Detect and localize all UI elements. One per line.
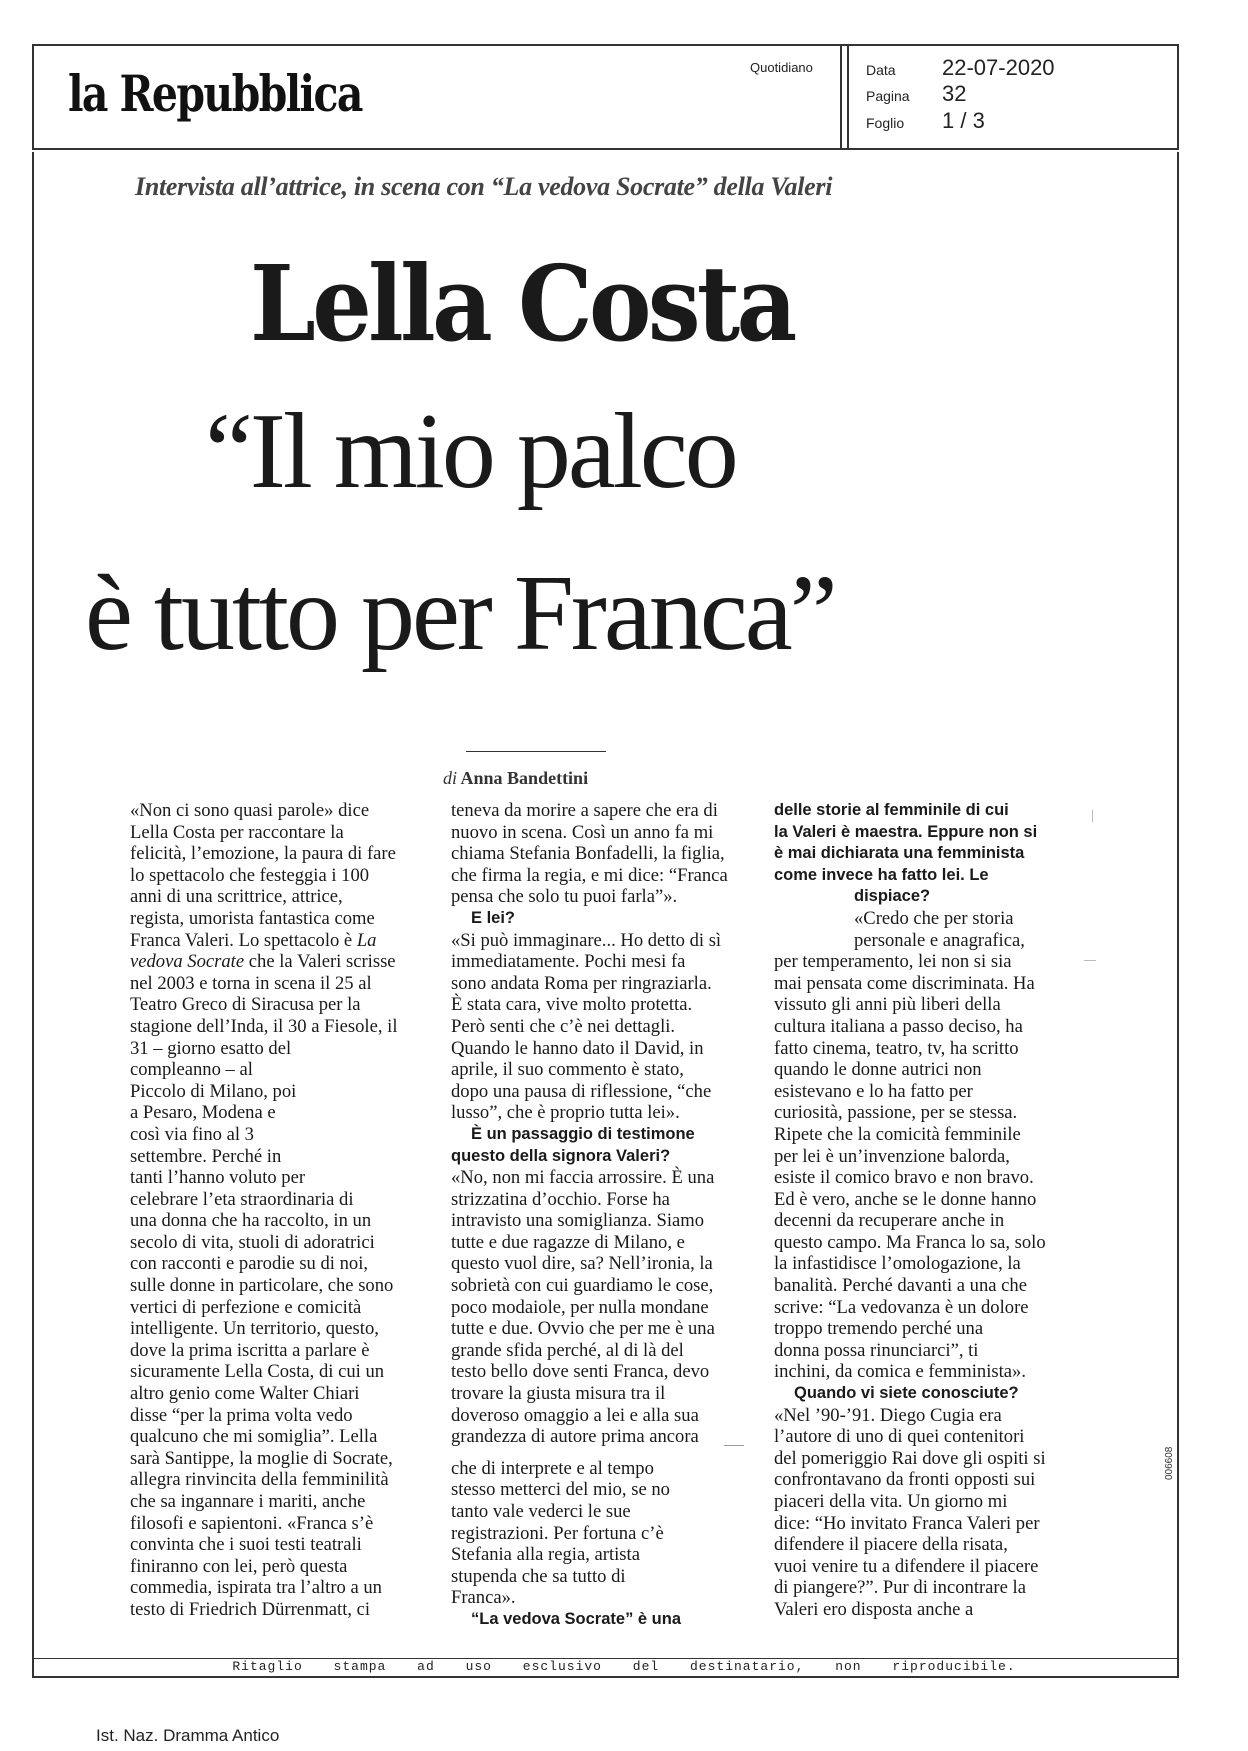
text-span: Franca Valeri. Lo spettacolo è bbox=[130, 929, 353, 951]
text-line: nuovo in scena. Così un anno fa mi bbox=[451, 821, 714, 843]
text-line: «Nel ’90-’91. Diego Cugia era bbox=[774, 1404, 1002, 1426]
text-line: personale e anagrafica, bbox=[854, 929, 1025, 951]
text-line: pensa che solo tu puoi farla”». bbox=[451, 886, 678, 908]
text-line: tanti l’hanno voluto per bbox=[130, 1167, 306, 1189]
text-line: vertici di perfezione e comicità bbox=[130, 1296, 362, 1318]
header-divider bbox=[840, 46, 842, 148]
text-line: tanto vale vederci le sue bbox=[451, 1501, 631, 1522]
text-line: banalità. Perché davanti a una che bbox=[774, 1275, 1027, 1297]
text-line: «No, non mi faccia arrossire. È una bbox=[451, 1167, 715, 1189]
play-title-italic: vedova Socrate bbox=[130, 951, 245, 973]
text-line: questo vuol dire, sa? Nell’ironia, la bbox=[451, 1253, 713, 1275]
text-line: di piangere?”. Pur di incontrare la bbox=[774, 1577, 1026, 1599]
text-line: a Pesaro, Modena e bbox=[130, 1102, 276, 1124]
text-line: intravisto una somiglianza. Siamo bbox=[451, 1210, 705, 1232]
text-line: inchini, da comica e femminista». bbox=[774, 1361, 1026, 1383]
text-line: stesso metterci del mio, se no bbox=[451, 1479, 670, 1501]
text-line: piaceri della vita. Un giorno mi bbox=[774, 1491, 1008, 1512]
interview-question: è mai dichiarata una femminista bbox=[774, 844, 1025, 863]
text-line: una donna che ha raccolto, in un bbox=[130, 1210, 372, 1232]
interview-question: la Valeri è maestra. Eppure non si bbox=[774, 822, 1038, 841]
text-line: Ripete che la comicità femminile bbox=[774, 1123, 1021, 1145]
text-line: Quando le hanno dato il David, in bbox=[451, 1037, 704, 1059]
text-line: Ed è vero, anche se le donne hanno bbox=[774, 1188, 1037, 1210]
text-line: stagione dell’Inda, il 30 a Fiesole, il bbox=[130, 1015, 398, 1037]
text-line: fatto cinema, teatro, tv, ha scritto bbox=[774, 1037, 1019, 1059]
text-line: questo campo. Ma Franca lo sa, solo bbox=[774, 1231, 1046, 1253]
text-line: vuoi venire tu a difendere il piacere bbox=[774, 1555, 1039, 1577]
text-line: per lei è un’invenzione balorda, bbox=[774, 1145, 1010, 1167]
text-line: 31 – giorno esatto del bbox=[130, 1037, 292, 1059]
text-line: curiosità, passione, per se stessa. bbox=[774, 1102, 1018, 1124]
text-line: regista, umorista fantastica come bbox=[130, 907, 375, 929]
text-line: celebrare l’eta straordinaria di bbox=[130, 1188, 354, 1210]
document-header bbox=[32, 44, 1179, 150]
text-line: strizzatina d’occhio. Forse ha bbox=[451, 1188, 670, 1210]
text-line: mai pensata come discriminata. Ha bbox=[774, 972, 1035, 994]
text-line: difendere il piacere della risata, bbox=[774, 1534, 1008, 1556]
interview-question: dispiace? bbox=[854, 887, 931, 906]
text-line: intelligente. Un territorio, questo, bbox=[130, 1318, 379, 1340]
text-line: sarà Santippe, la moglie di Socrate, bbox=[130, 1447, 393, 1469]
text-line: che firma la regia, e mi dice: “Franca bbox=[451, 864, 728, 886]
interview-question: Quando vi siete conosciute? bbox=[794, 1384, 1019, 1403]
text-line: donna possa rinunciarci”, ti bbox=[774, 1339, 979, 1361]
text-line: immediatamente. Pochi mesi fa bbox=[451, 951, 686, 973]
interview-question: delle storie al femminile di cui bbox=[774, 801, 1009, 819]
text-span: che la Valeri scrisse bbox=[248, 951, 396, 973]
text-line: per temperamento, lei non si sia bbox=[774, 951, 1012, 973]
interview-question: E lei? bbox=[471, 908, 516, 927]
text-line: nel 2003 e torna in scena il 25 al bbox=[130, 972, 372, 994]
text-line: che sa ingannare i mariti, anche bbox=[130, 1491, 366, 1512]
byline-rule bbox=[466, 751, 606, 752]
text-line: altro genio come Walter Chiari bbox=[130, 1383, 360, 1405]
text-line: testo bello dove senti Franca, devo bbox=[451, 1361, 710, 1383]
date-label: Data bbox=[866, 62, 896, 78]
page-value: 32 bbox=[942, 81, 967, 106]
text-line: «Non ci sono quasi parole» dice bbox=[130, 800, 370, 821]
article-subhead-line-2: è tutto per Franca” bbox=[85, 554, 835, 673]
text-line: così via fino al 3 bbox=[130, 1123, 254, 1145]
text-line: testo di Friedrich Dürrenmatt, ci bbox=[130, 1598, 371, 1620]
source-label: Ist. Naz. Dramma Antico bbox=[96, 1726, 280, 1745]
article-kicker: Intervista all’attrice, in scena con “La vedova Socrate” della Valeri bbox=[135, 172, 833, 201]
text-line: dove la prima iscritta a parlare è bbox=[130, 1339, 370, 1361]
text-line: Lella Costa per raccontare la bbox=[130, 821, 344, 843]
text-line: lo spettacolo che festeggia i 100 bbox=[130, 864, 370, 886]
text-line: doveroso omaggio a lei e alla sua bbox=[451, 1404, 699, 1426]
column-end-mark bbox=[724, 1445, 744, 1446]
text-line bbox=[130, 951, 398, 973]
play-title-italic: La bbox=[356, 929, 377, 951]
text-line: settembre. Perché in bbox=[130, 1145, 282, 1167]
text-line: finiranno con lei, però questa bbox=[130, 1555, 348, 1577]
text-line: esiste il comico bravo e non bravo. bbox=[774, 1167, 1034, 1189]
text-line: tutte e due. Ovvio che per me è una bbox=[451, 1318, 715, 1340]
text-line: scrive: “La vedovanza è un dolore bbox=[774, 1296, 1029, 1318]
text-line: Valeri ero disposta anche a bbox=[774, 1598, 974, 1620]
scan-mark bbox=[1084, 960, 1096, 961]
byline-author: Anna Bandettini bbox=[460, 768, 589, 788]
reproduction-notice: Ritaglio stampa ad uso esclusivo del destinatario, non riproducibile. bbox=[232, 1659, 1016, 1674]
scan-mark bbox=[1092, 810, 1095, 822]
text-line: disse “per la prima volta vedo bbox=[130, 1404, 353, 1426]
text-line: vissuto gli anni più liberi della bbox=[774, 994, 1001, 1016]
text-line: la infastidisce l’omologazione, la bbox=[774, 1253, 1021, 1275]
text-line: cultura italiana a passo deciso, ha bbox=[774, 1015, 1023, 1037]
text-line: poco modaiole, per nulla mondane bbox=[451, 1296, 709, 1318]
sheet-value: 1 / 3 bbox=[942, 108, 985, 133]
text-line: teneva da morire a sapere che era di bbox=[451, 800, 718, 821]
text-line: decenni da recuperare anche in bbox=[774, 1210, 1005, 1232]
text-line: tutte e due ragazze di Milano, e bbox=[451, 1231, 685, 1253]
text-line: troppo tremendo perché una bbox=[774, 1318, 984, 1340]
article-column-2 bbox=[451, 800, 728, 1631]
article-subhead-line-1: “Il mio palco bbox=[205, 392, 736, 511]
text-line: confrontavano da fronti opposti sui bbox=[774, 1469, 1036, 1491]
sheet-label: Foglio bbox=[866, 115, 905, 131]
text-line bbox=[130, 930, 398, 952]
text-line: compleanno – al bbox=[130, 1059, 253, 1081]
text-line: Teatro Greco di Siracusa per la bbox=[130, 994, 361, 1016]
text-line: stupenda che sa tutto di bbox=[451, 1565, 626, 1587]
interview-question: questo della signora Valeri? bbox=[451, 1146, 671, 1165]
newspaper-masthead: la Repubblica bbox=[68, 64, 362, 123]
text-line: dopo una pausa di riflessione, “che bbox=[451, 1080, 712, 1102]
text-line: «Credo che per storia bbox=[854, 907, 1014, 929]
text-line: aprile, il suo commento è stato, bbox=[451, 1059, 684, 1081]
text-line: lusso”, che è proprio tutta lei». bbox=[451, 1102, 680, 1124]
article-column-3 bbox=[774, 800, 1046, 1621]
text-line: grande sfida perché, al di là del bbox=[451, 1339, 684, 1361]
text-line: anni di una scrittrice, attrice, bbox=[130, 886, 343, 908]
article-column-1 bbox=[130, 800, 398, 1621]
text-line: Piccolo di Milano, poi bbox=[130, 1080, 297, 1102]
text-line: esistevano e lo ha fatto per bbox=[774, 1080, 973, 1102]
text-line: È stata cara, vive molto protetta. bbox=[451, 994, 693, 1016]
text-line: qualcuno che mi somiglia”. Lella bbox=[130, 1426, 378, 1448]
text-line: sulle donne in particolare, che sono bbox=[130, 1275, 394, 1297]
text-line: sobrietà con cui guardiamo le cose, bbox=[451, 1275, 714, 1297]
date-value: 22-07-2020 bbox=[942, 55, 1055, 80]
byline bbox=[443, 768, 588, 789]
page-label: Pagina bbox=[866, 88, 910, 104]
interview-question: come invece ha fatto lei. Le bbox=[774, 865, 989, 884]
clipping-code: 006608 bbox=[1164, 1446, 1175, 1480]
interview-question: “La vedova Socrate” è una bbox=[471, 1609, 681, 1628]
text-line: Franca». bbox=[451, 1587, 516, 1609]
text-line: convinta che i suoi testi teatrali bbox=[130, 1534, 362, 1556]
text-line: trovare la giusta misura tra il bbox=[451, 1383, 666, 1405]
text-line: sono andata Roma per ringraziarla. bbox=[451, 972, 712, 994]
text-line: commedia, ispirata tra l’altro a un bbox=[130, 1577, 382, 1599]
text-line: allegra rinvincita della femminilità bbox=[130, 1469, 389, 1491]
text-line: chiama Stefania Bonfadelli, la figlia, bbox=[451, 843, 725, 865]
text-line: con racconti e parodie su di noi, bbox=[130, 1253, 369, 1275]
text-line: l’autore di uno di quei contenitori bbox=[774, 1426, 1025, 1448]
header-divider bbox=[847, 46, 849, 148]
publication-type: Quotidiano bbox=[750, 60, 813, 75]
text-line: grandezza di autore prima ancora bbox=[451, 1426, 699, 1448]
text-line: sicuramente Lella Costa, di cui un bbox=[130, 1361, 385, 1383]
text-line: che di interprete e al tempo bbox=[451, 1457, 654, 1479]
interview-question: È un passaggio di testimone bbox=[471, 1124, 695, 1143]
text-line: registrazioni. Per fortuna c’è bbox=[451, 1522, 664, 1544]
text-line: quando le donne autrici non bbox=[774, 1059, 982, 1081]
text-line: secolo di vita, stuoli di adoratrici bbox=[130, 1231, 375, 1253]
text-line: felicità, l’emozione, la paura di fare bbox=[130, 843, 396, 865]
text-line: «Si può immaginare... Ho detto di sì bbox=[451, 929, 722, 951]
text-line: Però senti che c’è nei dettagli. bbox=[451, 1015, 676, 1037]
text-line: del pomeriggio Rai dove gli ospiti si bbox=[774, 1447, 1046, 1469]
byline-prefix: di bbox=[443, 768, 458, 788]
text-line: Stefania alla regia, artista bbox=[451, 1544, 640, 1566]
text-line: dice: “Ho invitato Franca Valeri per bbox=[774, 1512, 1040, 1534]
text-line: filosofi e sapientoni. «Franca s’è bbox=[130, 1512, 374, 1534]
article-headline: Lella Costa bbox=[250, 242, 794, 365]
